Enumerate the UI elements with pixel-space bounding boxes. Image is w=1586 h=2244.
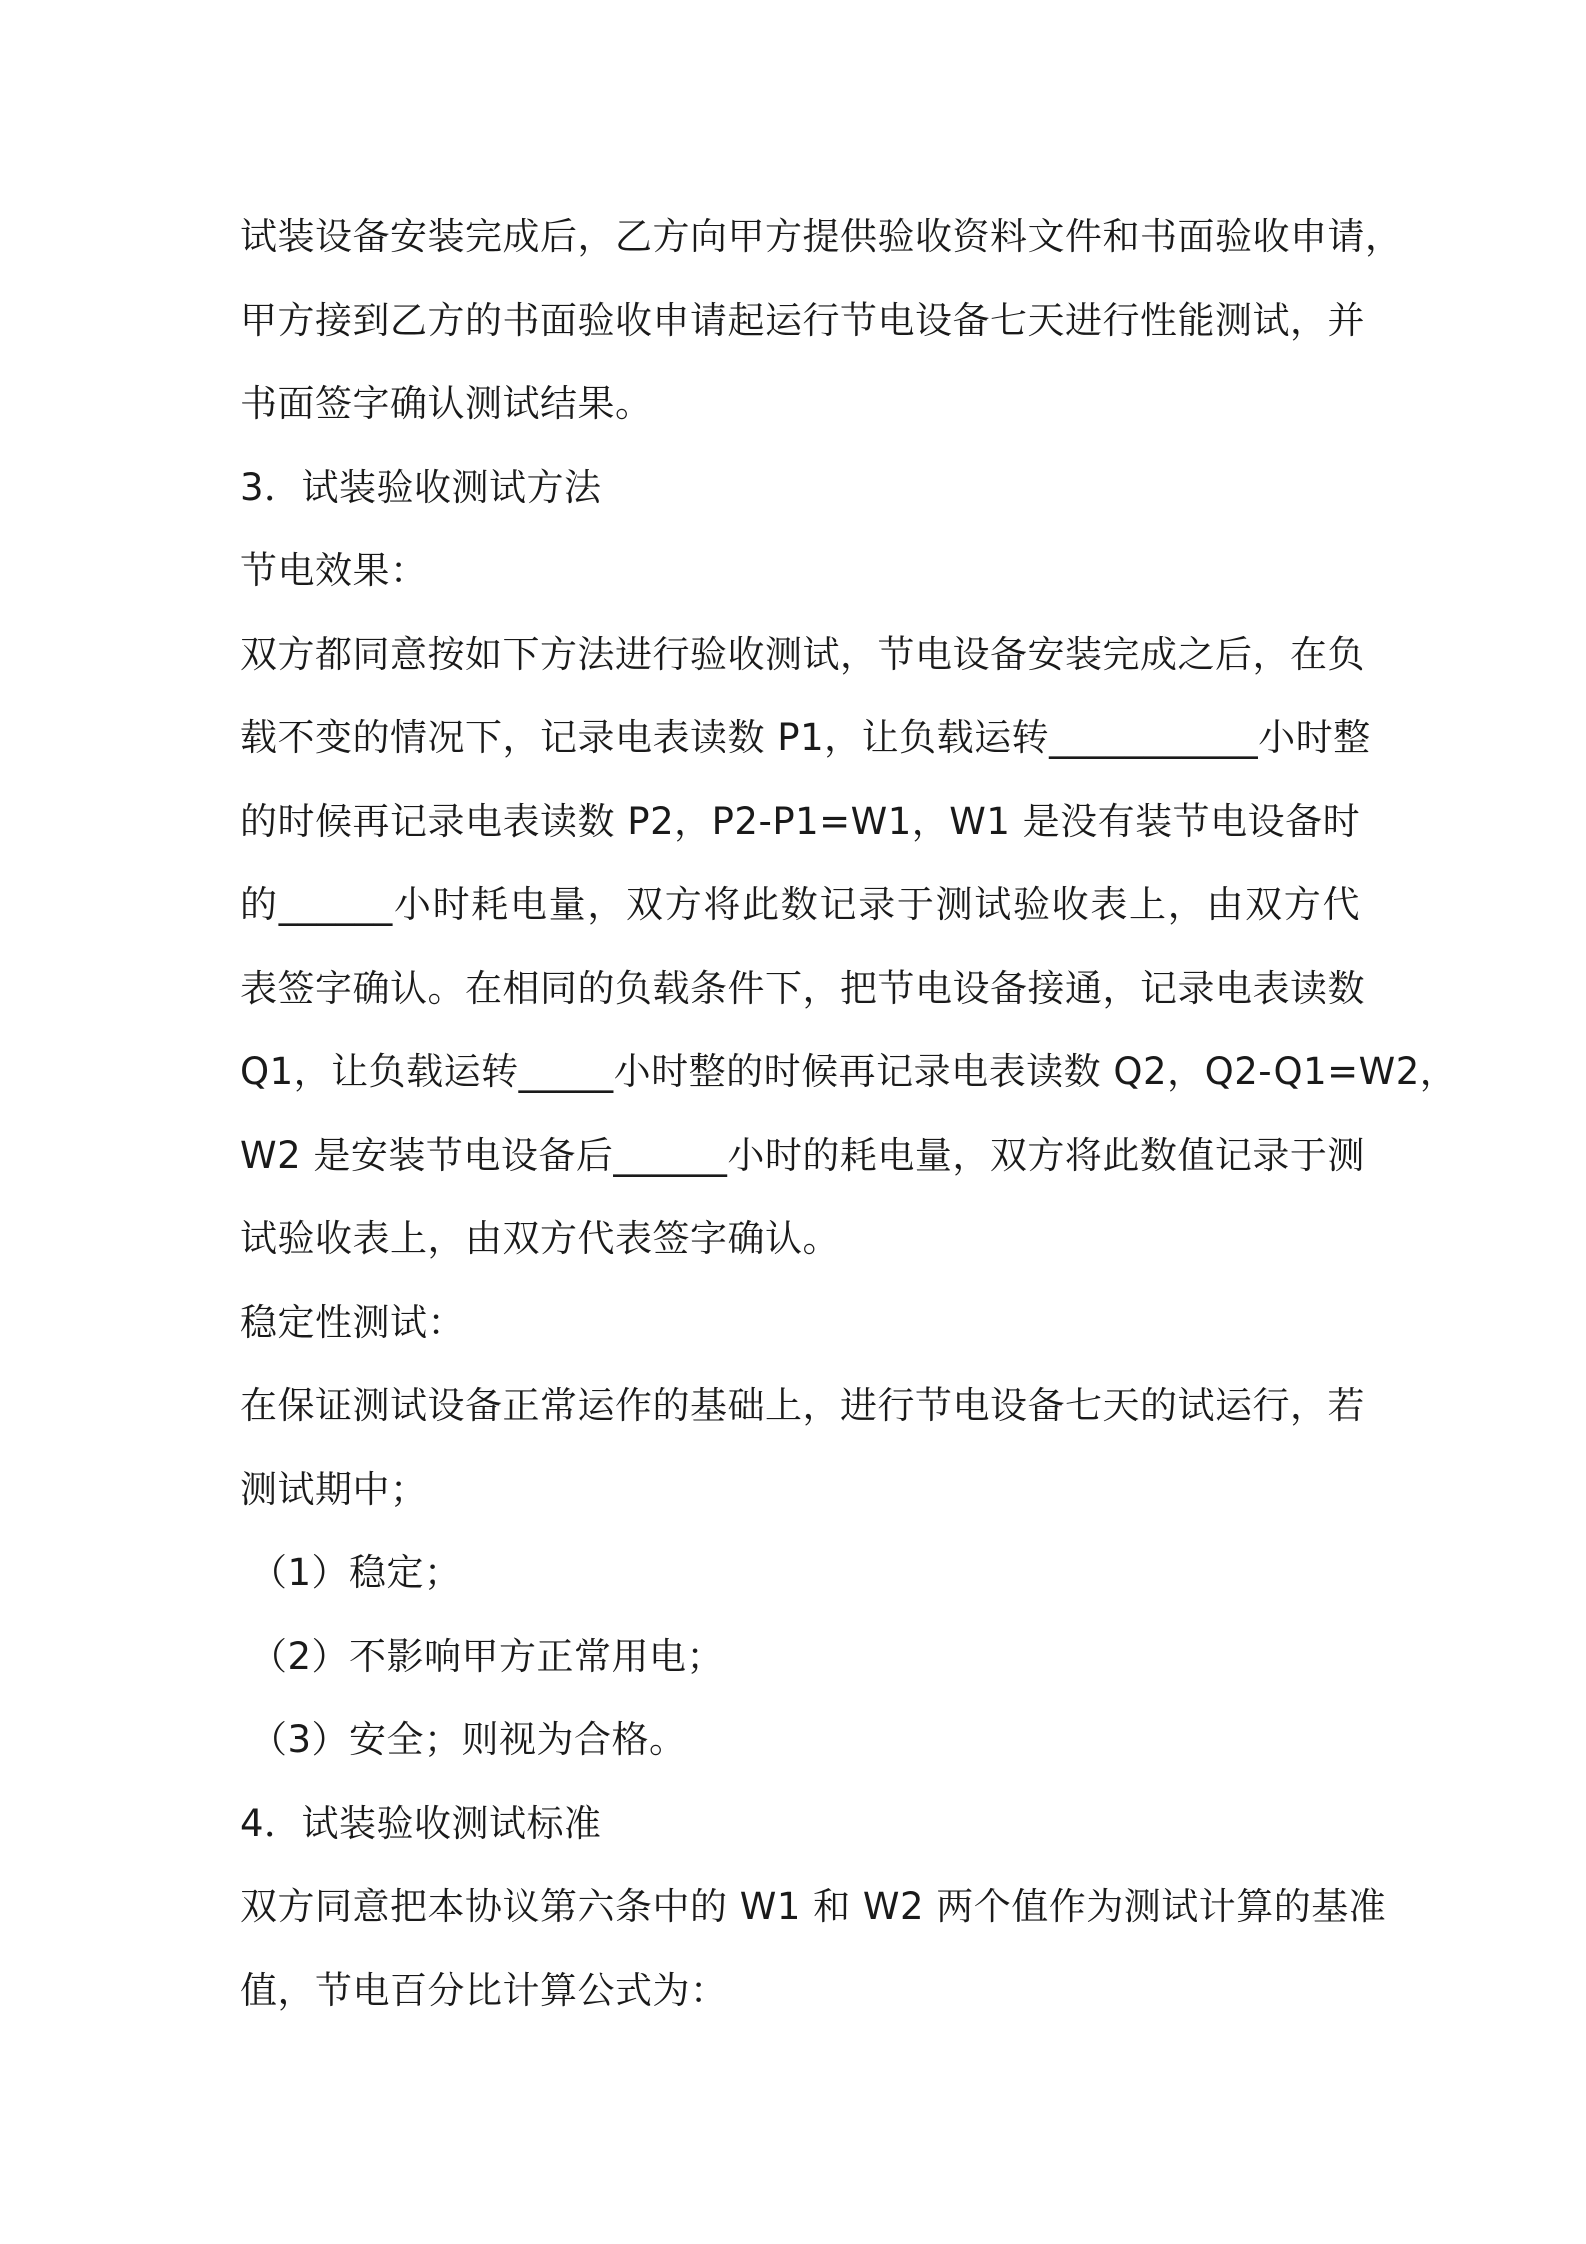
paragraph-line: 在保证测试设备正常运作的基础上，进行节电设备七天的试运行，若 <box>240 1384 1365 1427</box>
subheading: 稳定性测试： <box>240 1300 465 1344</box>
paragraph-line: 的______小时耗电量，双方将此数记录于测试验收表上，由双方代 <box>240 883 1360 926</box>
list-item: （2）不影响甲方正常用电； <box>250 1634 725 1678</box>
list-item: （3）安全；则视为合格。 <box>250 1718 687 1761</box>
paragraph-line: 测试期中； <box>240 1467 428 1511</box>
paragraph-line: 试验收表上，由双方代表签字确认。 <box>240 1217 840 1260</box>
paragraph-line: 甲方接到乙方的书面验收申请起运行节电设备七天进行性能测试，并 <box>240 298 1365 342</box>
paragraph-line: W2 是安装节电设备后______小时的耗电量，双方将此数值记录于测 <box>240 1133 1365 1177</box>
paragraph-line: 试装设备安装完成后，乙方向甲方提供验收资料文件和书面验收申请， <box>240 215 1403 258</box>
paragraph-line: 值，节电百分比计算公式为： <box>240 1968 728 2012</box>
paragraph-line: 双方都同意按如下方法进行验收测试，节电设备安装完成之后，在负 <box>240 632 1365 676</box>
paragraph-line: 书面签字确认测试结果。 <box>240 382 653 425</box>
paragraph-line: Q1，让负载运转_____小时整的时候再记录电表读数 Q2，Q2-Q1=W2， <box>240 1050 1458 1093</box>
section-heading: 3．试装验收测试方法 <box>240 465 602 509</box>
paragraph-line: 的时候再记录电表读数 P2，P2-P1=W1，W1 是没有装节电设备时 <box>240 799 1361 843</box>
list-item: （1）稳定； <box>250 1551 462 1594</box>
paragraph-line: 双方同意把本协议第六条中的 W1 和 W2 两个值作为测试计算的基准 <box>240 1885 1387 1928</box>
paragraph-line: 表签字确认。在相同的负载条件下，把节电设备接通，记录电表读数 <box>240 966 1365 1010</box>
document-page <box>240 195 1458 2032</box>
subheading: 节电效果： <box>240 549 428 592</box>
paragraph-line: 载不变的情况下，记录电表读数 P1，让负载运转___________小时整 <box>240 716 1371 759</box>
section-heading: 4．试装验收测试标准 <box>240 1801 602 1845</box>
